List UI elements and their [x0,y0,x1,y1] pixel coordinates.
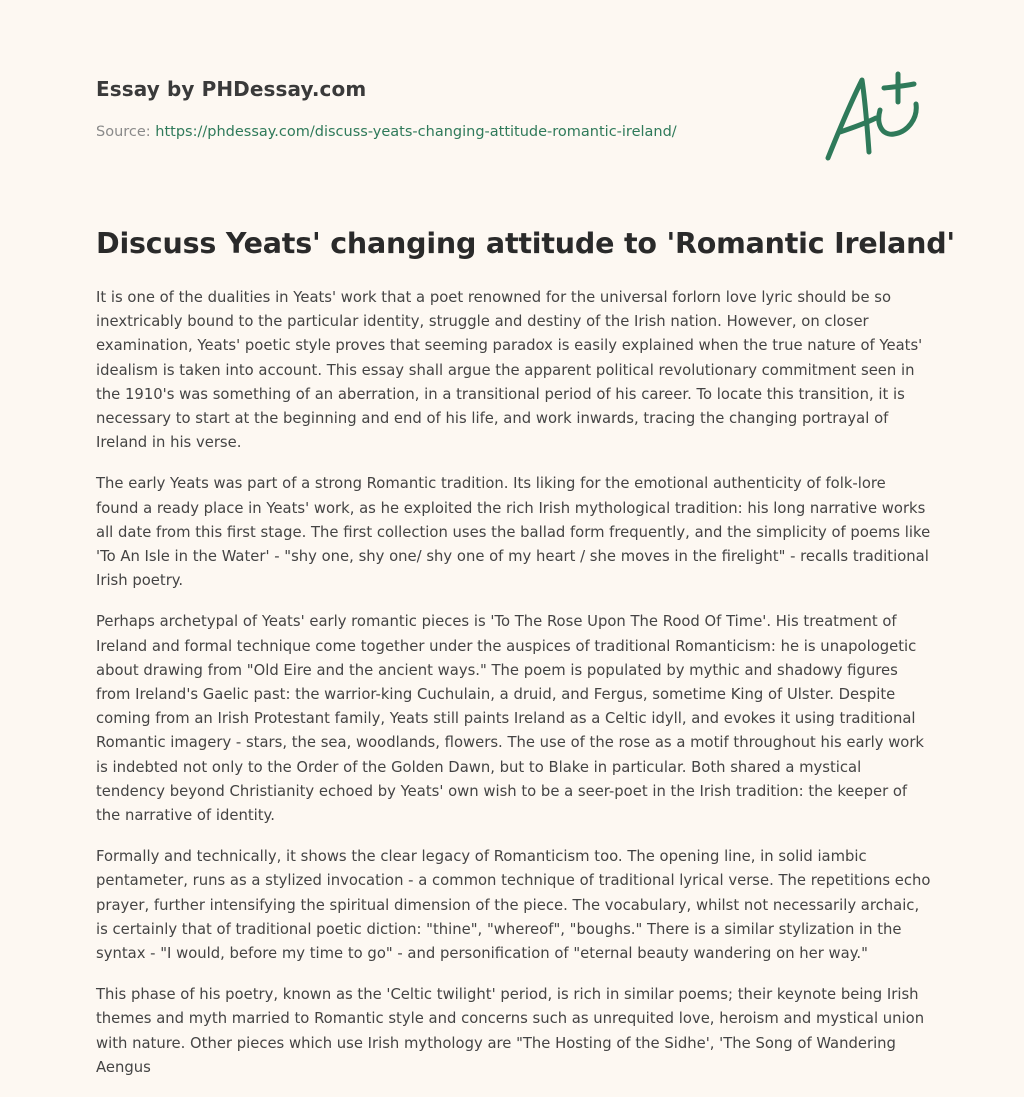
site-title: Essay by PHDessay.com [96,77,367,101]
a-plus-logo-icon [818,66,928,166]
source-link[interactable]: https://phdessay.com/discuss-yeats-changing-attitude-romantic-ireland/ [155,124,677,140]
essay-title: Discuss Yeats' changing attitude to 'Romantic Ireland' [96,227,955,260]
essay-paragraph: The early Yeats was part of a strong Romantic tradition. Its liking for the emotional authenticity of folk-lore found a ready place in Yeats' work, as he exploited the rich Irish mythological tradition: his long narrative works all date from this first stage. The first collection uses the ballad form frequently, and the simplicity of poems like 'To An Isle in the Water' - "shy one, shy one/ shy one of my heart / she moves in the firelight" - recalls traditional Irish poetry. [96,475,931,590]
essay-paragraph: Perhaps archetypal of Yeats' early romantic pieces is 'To The Rose Upon The Rood Of Time'. His treatment of Ireland and formal technique come together under the auspices of traditional Romanticism: he is unapologetic about drawing from "Old Eire and the ancient ways." The poem is populated by mythic and shadowy figures from Ireland's Gaelic past: the warrior-king Cuchulain, a druid, and Fergus, sometime King of Ulster. Despite coming from an Irish Protestant family, Yeats still paints Ireland as a Celtic idyll, and evokes it using traditional Romantic imagery - stars, the sea, woodlands, flowers. The use of the rose as a motif throughout his early work is indebted not only to the Order of the Golden Dawn, but to Blake in particular. Both shared a mystical tendency beyond Christianity echoed by Yeats' own wish to be a seer-poet in the Irish tradition: the keeper of the narrative of identity. [96,613,925,825]
source-line [96,124,677,140]
source-label: Source: [96,124,156,140]
essay-paragraph: This phase of his poetry, known as the 'Celtic twilight' period, is rich in similar poems; their keynote being Irish themes and myth married to Romantic style and concerns such as unrequited love, heroism and mystical union with nature. Other pieces which use Irish mythology are "The Hosting of the Sidhe', 'The Song of Wandering Aengus [96,986,925,1076]
essay-body [96,286,932,1097]
essay-paragraph: Formally and technically, it shows the clear legacy of Romanticism too. The opening line, in solid iambic pentameter, runs as a stylized invocation - a common technique of traditional lyrical verse. The repetitions echo prayer, further intensifying the spiritual dimension of the piece. The vocabulary, whilst not necessarily archaic, is certainly that of traditional poetic diction: "thine", "whereof", "boughs." There is a similar stylization in the syntax - "I would, before my time to go" - and personification of "eternal beauty wandering on her way." [96,848,931,963]
essay-paragraph: It is one of the dualities in Yeats' work that a poet renowned for the universal forlorn love lyric should be so inextricably bound to the particular identity, struggle and destiny of the Irish nation. However, on closer examination, Yeats' poetic style proves that seeming paradox is easily explained when the true nature of Yeats' idealism is taken into account. This essay shall argue the apparent political revolutionary commitment seen in the 1910's was something of an aberration, in a transitional period of his career. To locate this transition, it is necessary to start at the beginning and end of his life, and work inwards, tracing the changing portrayal of Ireland in his verse. [96,289,923,452]
